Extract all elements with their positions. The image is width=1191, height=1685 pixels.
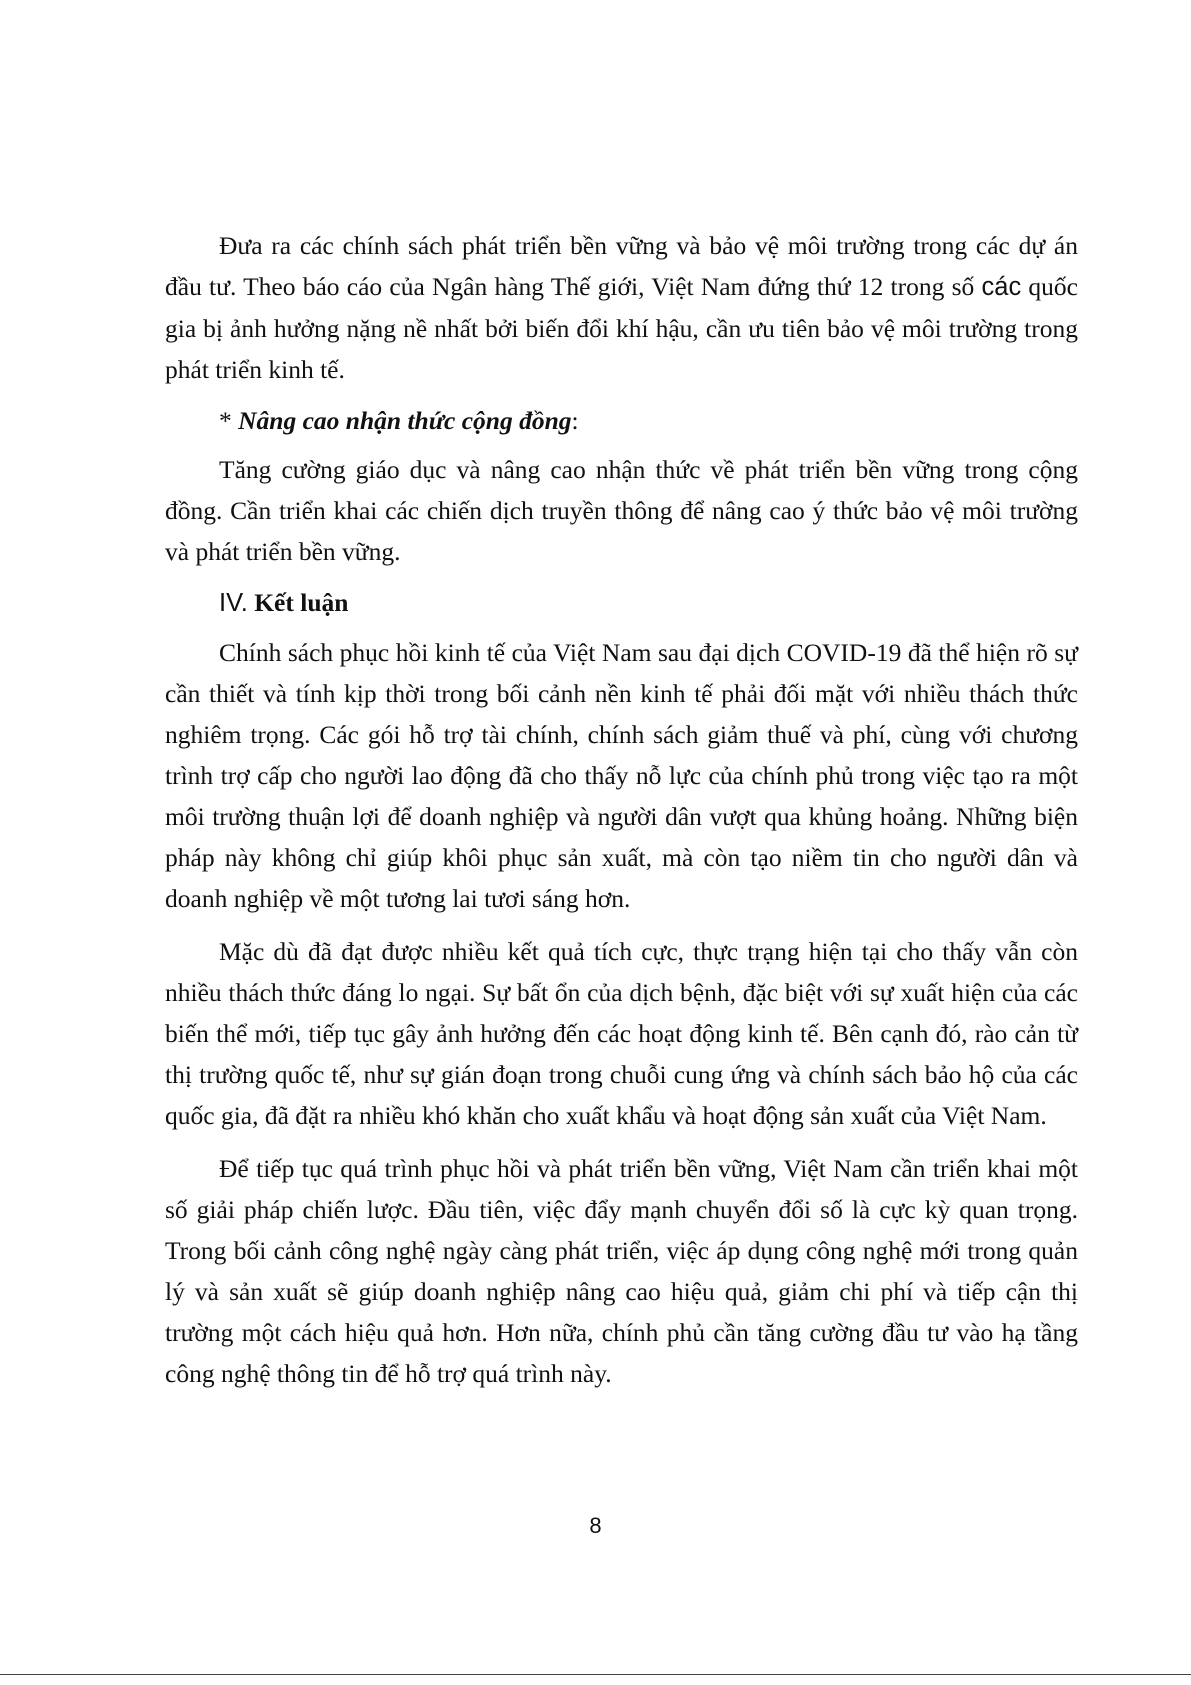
section-title: Kết luận xyxy=(254,588,349,617)
page-number: 8 xyxy=(589,1513,602,1538)
section-heading-conclusion xyxy=(165,582,1078,624)
paragraph-community-awareness: Tăng cường giáo dục và nâng cao nhận thức về phát triển bền vững trong cộng đồng. Cần triển khai các chiến dịch truyền thông để nâng cao ý thức bảo vệ môi trường và phát triển bền vững. xyxy=(165,455,1078,566)
paragraph-conclusion-3: Để tiếp tục quá trình phục hồi và phát triển bền vững, Việt Nam cần triển khai một số giải pháp chiến lược. Đầu tiên, việc đẩy mạnh chuyển đổi số là cực kỳ quan trọng. Trong bối cảnh công nghệ ngày càng phát triển, việc áp dụng công nghệ mới trong quản lý và sản xuất sẽ giúp doanh nghiệp nâng cao hiệu quả, giảm chi phí và tiếp cận thị trường một cách hiệu quả hơn. Hơn nữa, chính phủ cần tăng cường đầu tư vào hạ tầng công nghệ thông tin để hỗ trợ quá trình này. xyxy=(165,1154,1078,1388)
paragraph-text-sans-word: các xyxy=(981,273,1022,301)
body-text xyxy=(165,225,1078,1394)
subheading-text: Nâng cao nhận thức cộng đồng xyxy=(238,406,572,435)
paragraph-text: Đưa ra các chính sách phát triển bền vững và bảo vệ môi trường trong các dự án đầu tư. Theo báo cáo của Ngân hàng Thế giới, Việt Nam đứng thứ 12 trong số xyxy=(165,231,1078,301)
paragraph-sustainable-policy xyxy=(165,225,1078,390)
paragraph-text: quốc gia bị ảnh hưởng nặng nề nhất bởi biến đổi khí hậu, cần ưu tiên bảo vệ môi trường trong phát triển kinh tế. xyxy=(165,272,1079,384)
subheading-colon: : xyxy=(571,406,579,435)
subheading-community-awareness xyxy=(165,400,1078,441)
section-numeral: IV. xyxy=(219,589,248,617)
bullet-asterisk: * xyxy=(219,406,239,435)
paragraph-conclusion-1: Chính sách phục hồi kinh tế của Việt Nam sau đại dịch COVID-19 đã thể hiện rõ sự cần thiết và tính kịp thời trong bối cảnh nền kinh tế phải đối mặt với nhiều thách thức nghiêm trọng. Các gói hỗ trợ tài chính, chính sách giảm thuế và phí, cùng với chương trình trợ cấp cho người lao động đã cho thấy nỗ lực của chính phủ trong việc tạo ra một môi trường thuận lợi để doanh nghiệp và người dân vượt qua khủng hoảng. Những biện pháp này không chỉ giúp khôi phục sản xuất, mà còn tạo niềm tin cho người dân và doanh nghiệp về một tương lai tươi sáng hơn. xyxy=(165,638,1078,913)
footer-divider xyxy=(0,1674,1191,1675)
paragraph-conclusion-2: Mặc dù đã đạt được nhiều kết quả tích cực, thực trạng hiện tại cho thấy vẫn còn nhiều thách thức đáng lo ngại. Sự bất ổn của dịch bệnh, đặc biệt với sự xuất hiện của các biến thể mới, tiếp tục gây ảnh hưởng đến các hoạt động kinh tế. Bên cạnh đó, rào cản từ thị trường quốc tế, như sự gián đoạn trong chuỗi cung ứng và chính sách bảo hộ của các quốc gia, đã đặt ra nhiều khó khăn cho xuất khẩu và hoạt động sản xuất của Việt Nam. xyxy=(165,937,1078,1130)
